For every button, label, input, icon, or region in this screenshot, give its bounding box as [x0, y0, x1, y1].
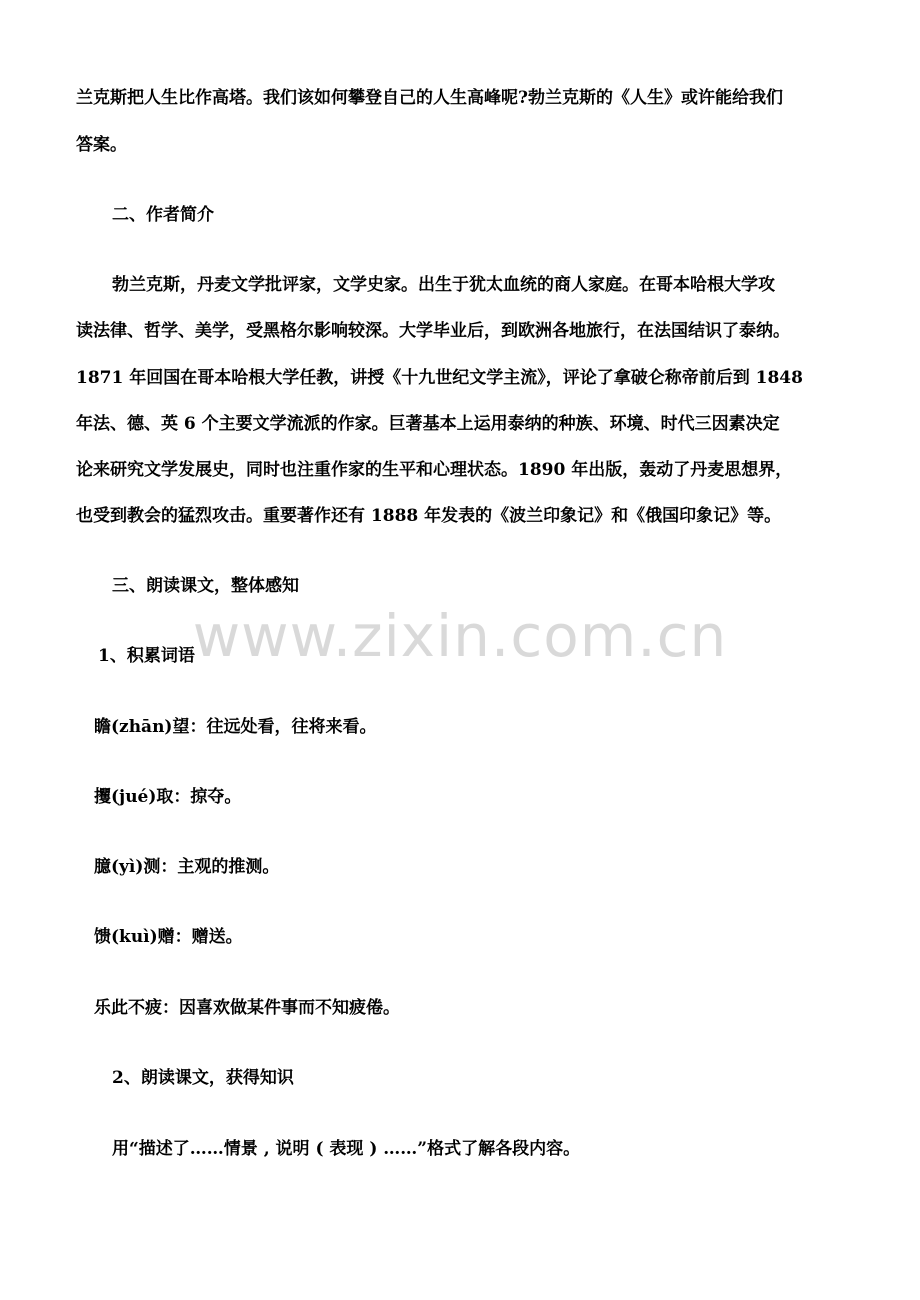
author-paragraph-line-1: 勃兰克斯，丹麦文学批评家，文学史家。出生于犹太血统的商人家庭。在哥本哈根大学攻: [112, 275, 775, 295]
vocab-item: 臆(yì)测：主观的推测。: [94, 857, 280, 877]
vocab-item: 瞻(zhān)望：往远处看，往将来看。: [94, 717, 377, 737]
intro-line-2: 答案。: [76, 135, 127, 155]
instruction-text: 用“描述了……情景 , 说明 ( 表现 ) ……”格式了解各段内容。: [112, 1139, 581, 1159]
author-paragraph-line-2: 读法律、哲学、美学，受黑格尔影响较深。大学毕业后，到欧洲各地旅行，在法国结识了泰纳。: [76, 321, 790, 341]
subheading-vocabulary: 1、积累词语: [98, 646, 195, 666]
intro-line-1: 兰克斯把人生比作高塔。我们该如何攀登自己的人生高峰呢?勃兰克斯的《人生》或许能给我们: [76, 88, 783, 108]
watermark: www.zixin.com.cn: [192, 602, 728, 670]
vocab-item: 馈(kuì)赠：赠送。: [94, 927, 243, 947]
author-paragraph-line-5: 论来研究文学发展史，同时也注重作家的生平和心理状态。1890 年出版，轰动了丹麦思想界，: [76, 460, 793, 480]
section-heading-reading: 三、朗读课文，整体感知: [112, 576, 299, 596]
author-paragraph-line-3: 1871 年回国在哥本哈根大学任教，讲授《十九世纪文学主流》，评论了拿破仑称帝前后到 1848: [76, 368, 803, 388]
subheading-reading-knowledge: 2、朗读课文，获得知识: [112, 1068, 294, 1088]
section-heading-author: 二、作者简介: [112, 205, 214, 225]
author-paragraph-line-6: 也受到教会的猛烈攻击。重要著作还有 1888 年发表的《波兰印象记》和《俄国印象记》等。: [76, 506, 782, 526]
vocab-item: 攫(jué)取：掠夺。: [94, 787, 242, 807]
author-paragraph-line-4: 年法、德、英 6 个主要文学流派的作家。巨著基本上运用泰纳的种族、环境、时代三因素决定: [76, 414, 780, 434]
vocab-item: 乐此不疲：因喜欢做某件事而不知疲倦。: [94, 998, 400, 1018]
